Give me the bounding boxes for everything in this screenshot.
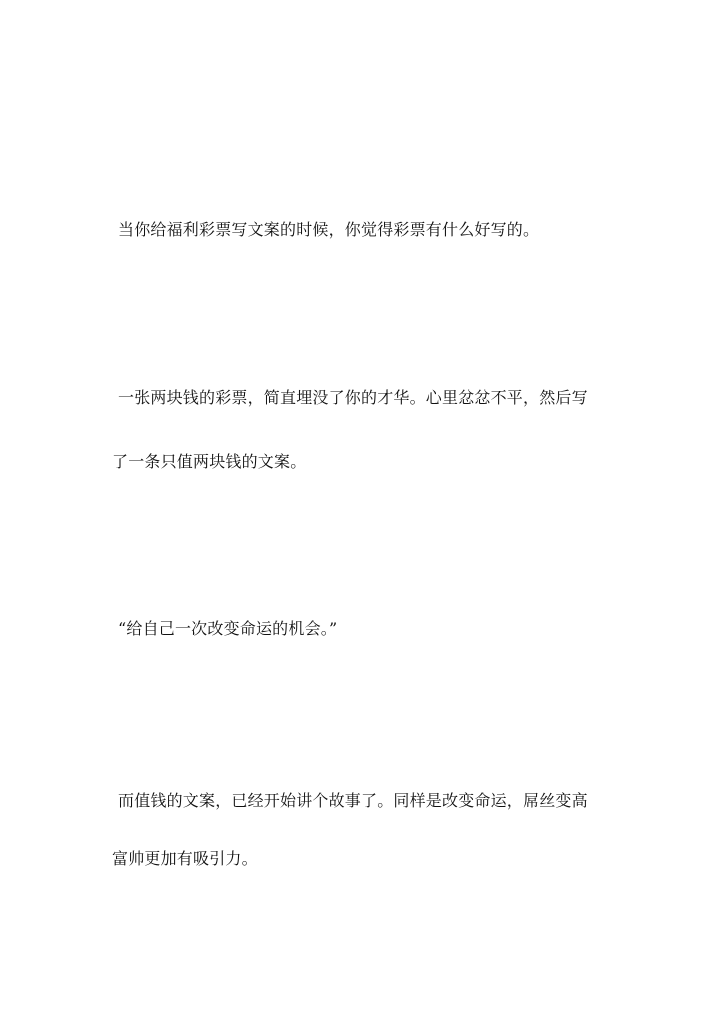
paragraph-3-line-1: “给自己一次改变命运的机会。”	[118, 619, 338, 638]
paragraph-4-line-1: 而值钱的文案，已经开始讲个故事了。同样是改变命运，屌丝变高	[118, 791, 588, 810]
paragraph-1-line-1: 当你给福利彩票写文案的时候，你觉得彩票有什么好写的。	[118, 220, 540, 239]
paragraph-2-line-2: 了一条只值两块钱的文案。	[112, 452, 307, 471]
paragraph-4-line-2: 富帅更加有吸引力。	[112, 849, 258, 868]
paragraph-2-line-1: 一张两块钱的彩票，简直埋没了你的才华。心里忿忿不平，然后写	[118, 388, 588, 407]
